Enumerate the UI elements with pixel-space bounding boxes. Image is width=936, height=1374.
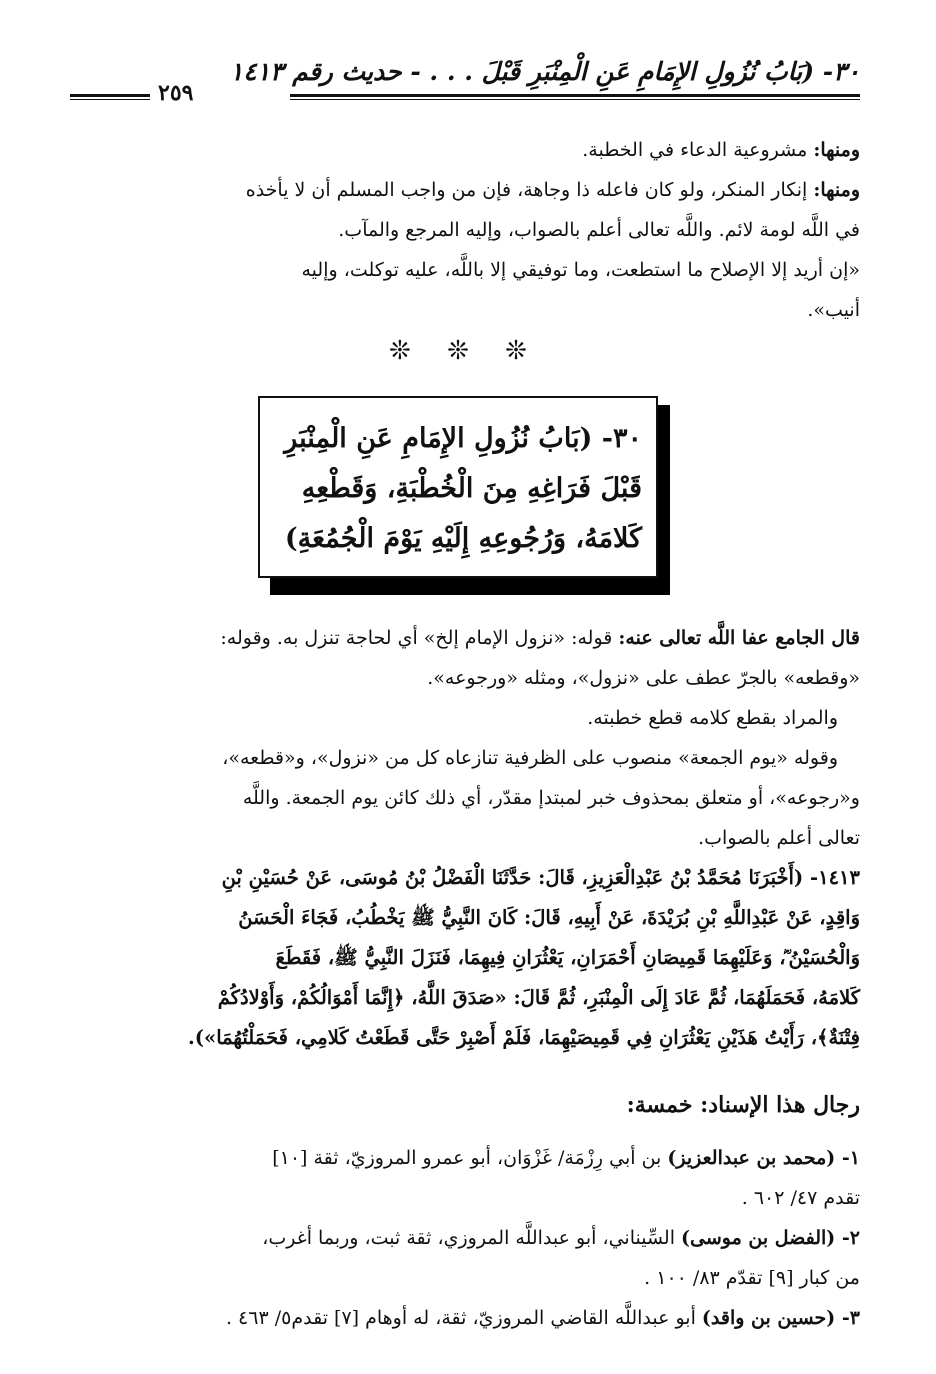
commentary-line-4: وقوله «يوم الجمعة» منصوب على الظرفية تنازعاه كل من «نزول»، و«قطعه»، [222,747,838,769]
narrator-1-text: بن أبي رِزْمَة/ غَزْوَان، أبو عمرو المروزيّ، ثقة [١٠] [272,1147,668,1169]
chapter-title [270,414,642,564]
rijal-heading: رجال هذا الإسناد: خمسة: [626,1092,860,1118]
narrator-3-text: أبو عبداللَّه القاضي المروزيّ، ثقة، له أوهام [٧] تقدم٥/ ٤٦٣ . [225,1307,702,1329]
intro-text-2: إنكار المنكر، ولو كان فاعله ذا وجاهة، فإن من واجب المسلم أن لا يأخذه [245,179,814,201]
intro-line-4: «إن أريد إلا الإصلاح ما استطعت، وما توفيقي إلا باللَّه، عليه توكلت، وإليه [301,259,860,281]
page-header [70,52,860,104]
intro-text-1: مشروعية الدعاء في الخطبة. [582,139,814,161]
book-page [70,0,860,1374]
intro-paragraph [70,130,860,330]
page-number: ٢٥٩ [158,80,194,106]
commentary-line-1 [70,618,860,658]
hadith-line-5: فِتْنَةٌ﴾، رَأَيْتُ هَذَيْنِ يَعْثُرَانِ فِي قَمِيصَيْهِمَا، فَلَمْ أَصْبِرْ حَتَّى قَطَعْتُ كَلامِي، فَحَمَلْتُهُمَا»). [188,1026,860,1049]
narrator-3 [70,1298,860,1338]
commentary-line-2: «وقطعه» بالجرّ عطف على «نزول»، ومثله «ورجوعه». [427,667,860,689]
header-rule-thin [290,99,860,100]
chapter-title-box [258,396,658,578]
intro-label-1: ومنها: [813,139,860,161]
header-rule [290,94,860,97]
intro-line-3: في اللَّه لومة لائم. واللَّه تعالى أعلم بالصواب، وإليه المرجع والمآب. [338,219,860,241]
narrator-2 [70,1218,860,1258]
section-separator: ❊ ❊ ❊ [389,336,541,366]
narrator-2-name: ٢- (الفضل بن موسى) [681,1227,860,1249]
intro-line-2 [70,170,860,210]
narrator-2-line-2: من كبار [٩] تقدّم ٨٣/ ١٠٠ . [644,1267,860,1289]
narrators-list [70,1138,860,1338]
narrator-1-line-2: تقدم ٤٧/ ٦٠٢ . [741,1187,860,1209]
commentary-paragraph [70,618,860,858]
hadith-line-1: ١٤١٣- (أَخْبَرَنَا مُحَمَّدُ بْنُ عَبْدِالْعَزِيزِ، قَالَ: حَدَّثَنَا الْفَضْلُ بْنُ مُوسَى، عَنْ حُسَيْنِ بْنِ [221,866,860,889]
hadith-text [70,858,860,1058]
narrator-1-name: ١- (محمد بن عبدالعزيز) [667,1147,860,1169]
commentary-label: قال الجامع عفا اللَّه تعالى عنه: [618,627,860,649]
commentary-line-6: تعالى أعلم بالصواب. [698,827,860,849]
commentary-text-1: قوله: «نزول الإمام إلخ» أي لحاجة تنزل به. وقوله: [220,627,619,649]
commentary-line-3: والمراد بقطع كلامه قطع خطبته. [587,707,838,729]
commentary-line-5: و«رجوعه»، أو متعلق بمحذوف خبر لمبتدإ مقدّر، أي ذلك كائن يوم الجمعة. واللَّه [242,787,860,809]
narrator-2-text: السِّيناني، أبو عبداللَّه المروزي، ثقة ثبت، وربما أغرب، [262,1227,682,1249]
hadith-line-3: وَالْحُسَيْنُ ؓ، وَعَلَيْهِمَا قَمِيصَانِ أَحْمَرَانِ، يَعْثُرَانِ فِيهِمَا، فَنَزَلَ النَّبِيُّ ﷺ، فَقَطَعَ [275,946,860,969]
narrator-1 [70,1138,860,1178]
chapter-title-line-3: كَلامَهُ، وَرُجُوعِهِ إِلَيْهِ يَوْمَ الْجُمُعَةِ) [284,523,642,554]
chapter-title-line-2: قَبْلَ فَرَاغِهِ مِنَ الْخُطْبَةِ، وَقَطْعِهِ [301,473,642,504]
hadith-line-2: وَاقِدٍ، عَنْ عَبْدِاللَّهِ بْنِ بُرَيْدَةَ، عَنْ أَبِيهِ، قَالَ: كَانَ النَّبِيُّ ﷺ يَخْطُبُ، فَجَاءَ الْحَسَنُ [238,906,860,929]
hadith-line-4: كَلامَهُ، فَحَمَلَهُمَا، ثُمَّ عَادَ إِلَى الْمِنْبَرِ، ثُمَّ قَالَ: «صَدَقَ اللَّهُ، ﴿إِنَّمَا أَمْوَالُكُمْ، وَأَوْلادُكُمْ [217,986,860,1009]
chapter-title-line-1: ٣٠- (بَابُ نُزُولِ الإِمَامِ عَنِ الْمِنْبَرِ [284,423,642,454]
intro-line-1 [70,130,860,170]
intro-label-2: ومنها: [813,179,860,201]
page-number-rule [70,94,150,97]
intro-line-5: أنيب». [807,299,860,321]
running-title: ٣٠- (بَابُ نُزُولِ الإِمَامِ عَنِ الْمِنْبَرِ قَبْلَ . . . - حديث رقم ١٤١٣ [229,57,860,86]
page-number-rule-thin [70,99,150,100]
narrator-3-name: ٣- (حسين بن واقد) [701,1307,860,1329]
